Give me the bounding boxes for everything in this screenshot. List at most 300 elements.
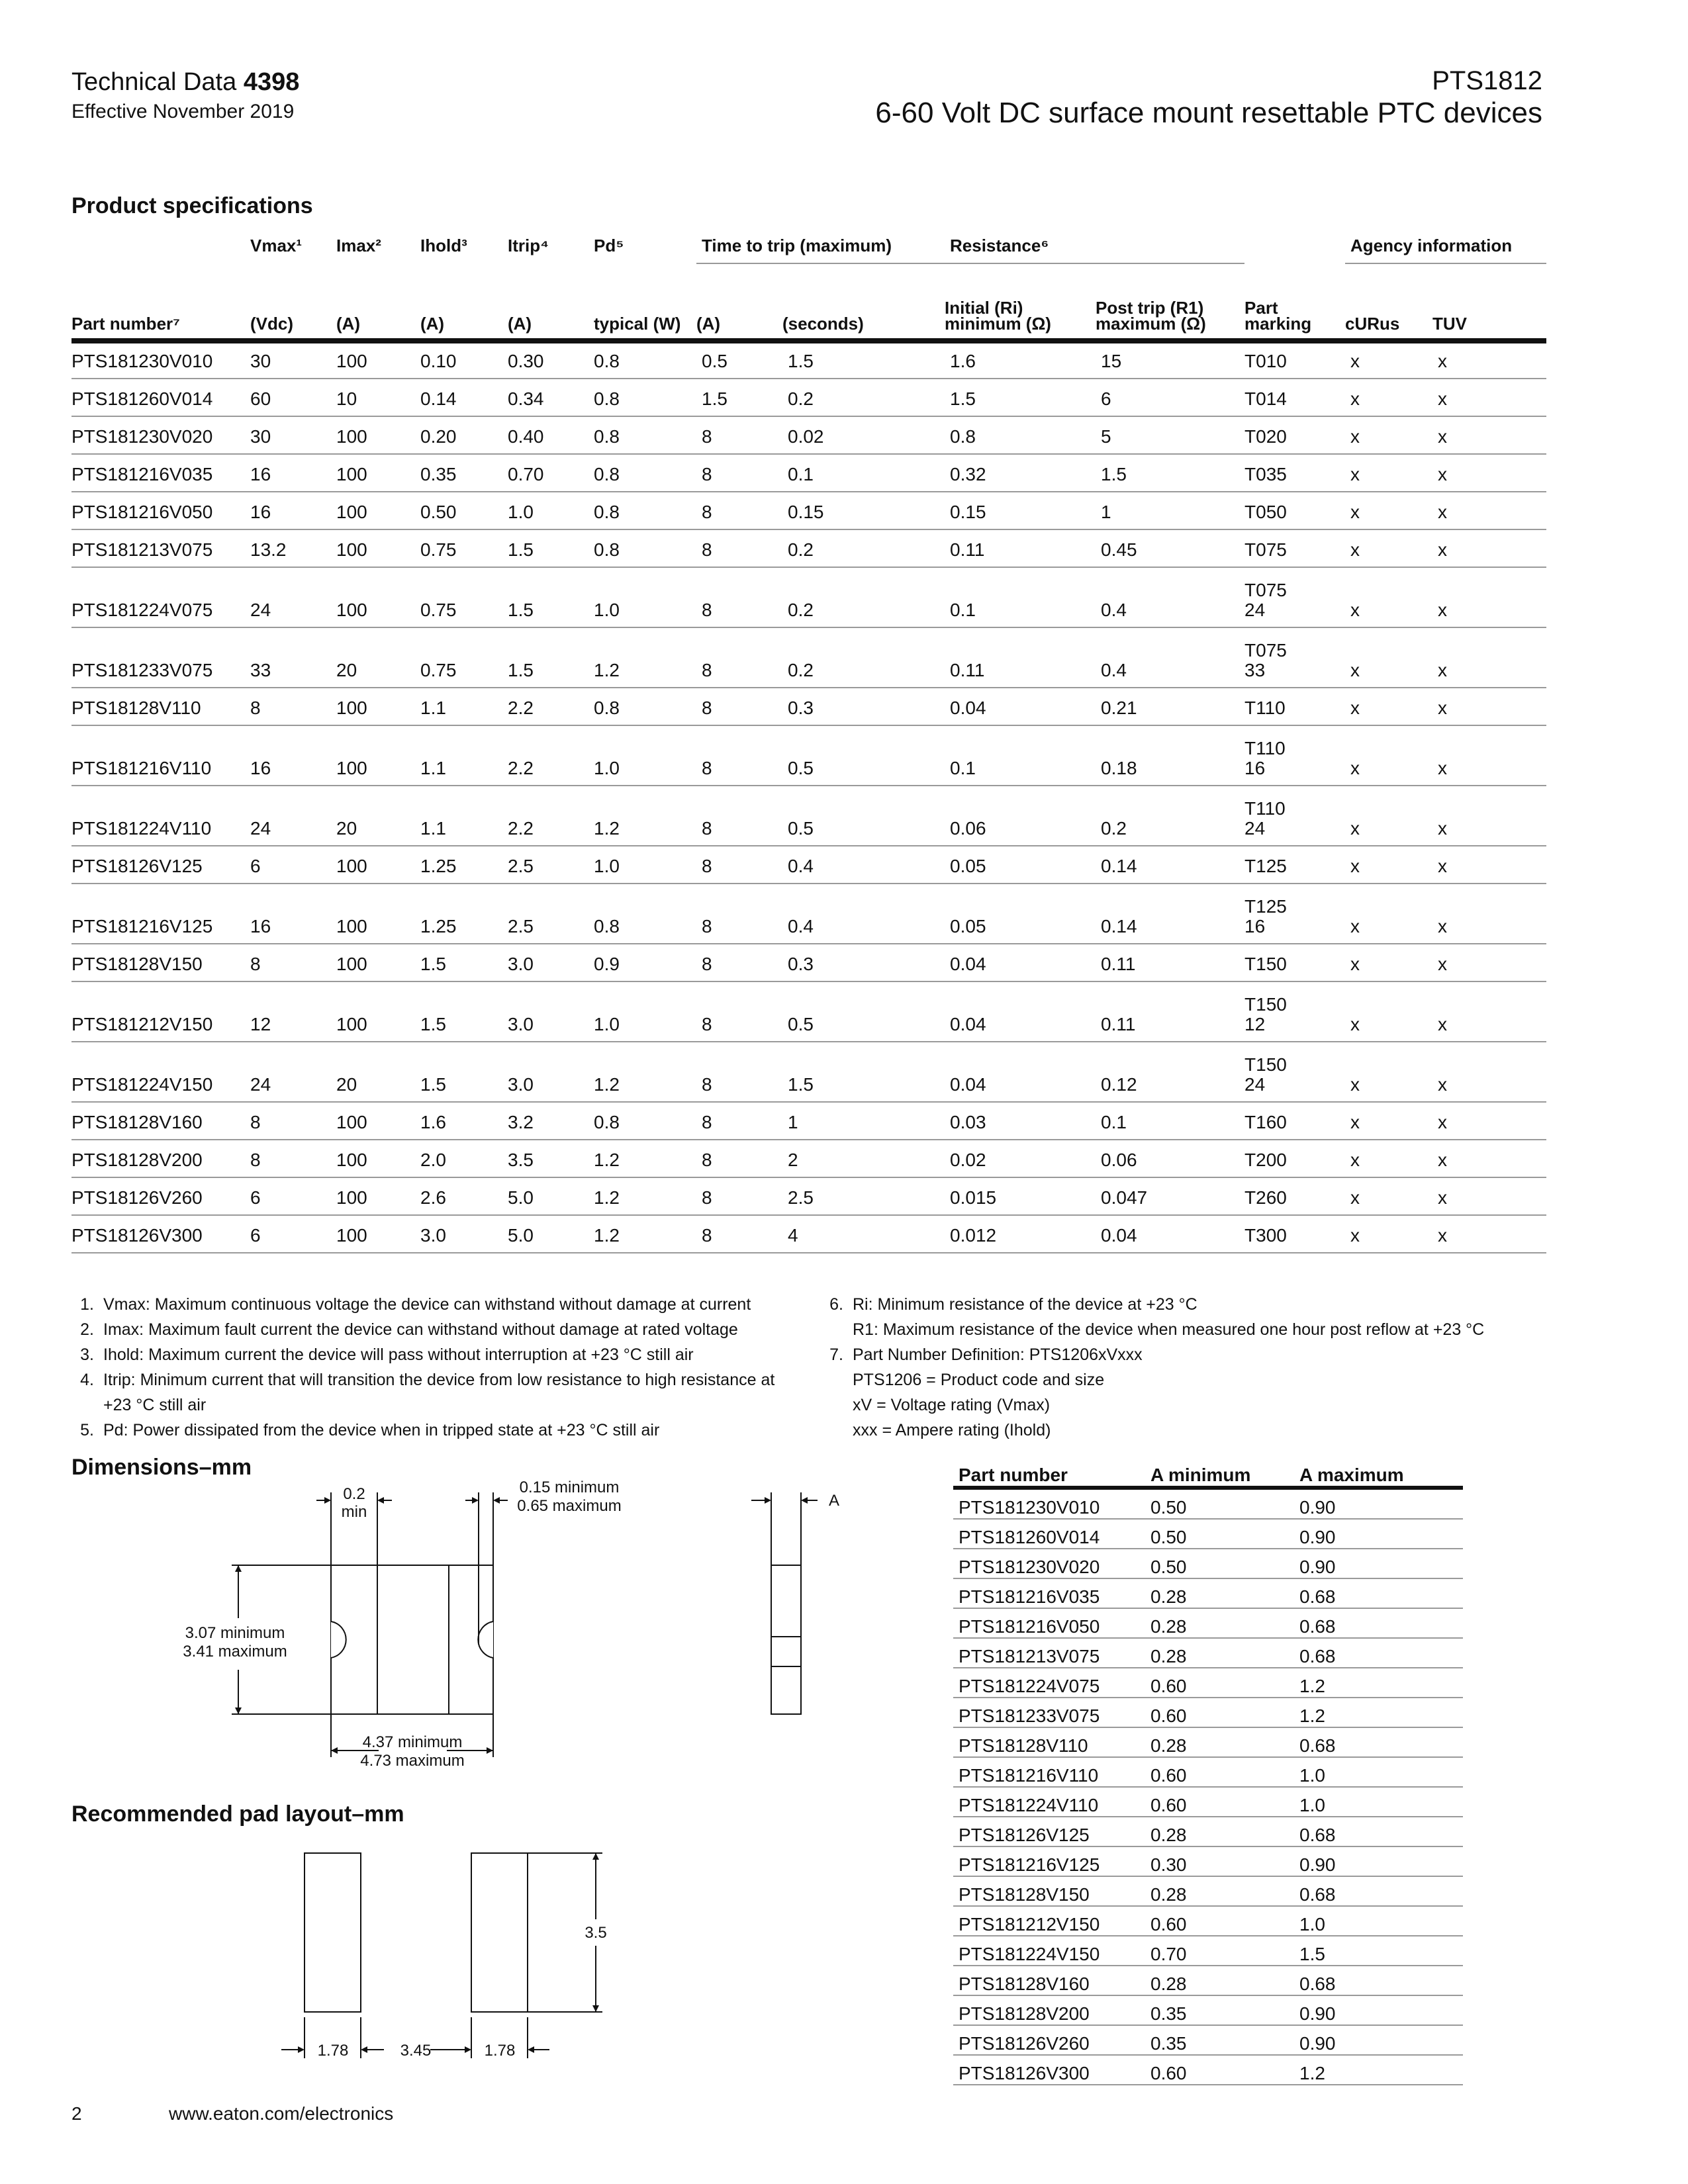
cell-r-post-trip: 0.14	[1096, 884, 1244, 944]
label-065-max: 0.65 maximum	[517, 1497, 622, 1515]
a-cell-a-max: 0.68	[1294, 1608, 1463, 1638]
spec-row	[71, 1177, 1546, 1215]
cell-tuv: x	[1432, 1215, 1546, 1253]
cell-ihold: 1.1	[420, 725, 508, 786]
a-cell-part-number: PTS181216V125	[953, 1846, 1145, 1876]
cell-r-initial: 0.04	[945, 944, 1096, 981]
cell-imax: 100	[336, 492, 420, 529]
cell-vmax: 24	[250, 567, 336, 627]
cell-trip-seconds: 0.2	[782, 529, 945, 567]
footnote-text: xV = Voltage rating (Vmax)	[853, 1396, 1051, 1414]
unit-imax: (A)	[336, 263, 420, 341]
cell-itrip: 3.0	[508, 981, 594, 1042]
cell-r-initial: 0.06	[945, 786, 1096, 846]
cell-curus: x	[1345, 725, 1432, 786]
a-cell-part-number: PTS18126V260	[953, 2025, 1145, 2055]
cell-pd: 1.0	[594, 725, 696, 786]
cell-part-number: PTS18128V160	[71, 1102, 250, 1140]
cell-itrip: 0.70	[508, 454, 594, 492]
cell-imax: 100	[336, 688, 420, 725]
cell-r-post-trip: 0.11	[1096, 981, 1244, 1042]
a-cell-a-max: 0.68	[1294, 1638, 1463, 1668]
cell-trip-current: 8	[696, 725, 782, 786]
cell-part-marking: T014	[1244, 379, 1345, 416]
cell-ihold: 1.1	[420, 786, 508, 846]
cell-itrip: 2.2	[508, 688, 594, 725]
cell-imax: 100	[336, 944, 420, 981]
dimensions-drawing	[132, 1479, 861, 1797]
footnote-text: R1: Maximum resistance of the device when measured one hour post reflow at +23 °C	[853, 1320, 1485, 1339]
footnote-line	[71, 1292, 751, 1317]
a-cell-a-max: 0.90	[1294, 1995, 1463, 2025]
cell-tuv: x	[1432, 529, 1546, 567]
footnote-number: 7.	[829, 1345, 843, 1364]
footnote-line	[71, 1342, 694, 1367]
specs-title: Product specifications	[71, 193, 313, 218]
cell-part-number: PTS181216V125	[71, 884, 250, 944]
cell-curus: x	[1345, 1102, 1432, 1140]
cell-part-marking: T035	[1244, 454, 1345, 492]
cell-trip-seconds: 0.2	[782, 627, 945, 688]
cell-r-initial: 0.8	[945, 416, 1096, 454]
cell-r-initial: 0.04	[945, 688, 1096, 725]
cell-ihold: 0.14	[420, 379, 508, 416]
a-table-row	[953, 1727, 1463, 1757]
cell-ihold: 3.0	[420, 1215, 508, 1253]
cell-part-number: PTS181213V075	[71, 529, 250, 567]
cell-r-post-trip: 0.45	[1096, 529, 1244, 567]
cell-itrip: 5.0	[508, 1177, 594, 1215]
cell-tuv: x	[1432, 786, 1546, 846]
cell-tuv: x	[1432, 416, 1546, 454]
cell-ihold: 1.25	[420, 846, 508, 884]
cell-itrip: 2.2	[508, 725, 594, 786]
cell-part-number: PTS181216V050	[71, 492, 250, 529]
cell-trip-seconds: 0.2	[782, 567, 945, 627]
cell-curus: x	[1345, 981, 1432, 1042]
cell-r-initial: 0.1	[945, 567, 1096, 627]
a-cell-a-max: 0.68	[1294, 1727, 1463, 1757]
footnote-line	[71, 1418, 659, 1443]
col-part-number: Part number⁷	[71, 263, 250, 341]
cell-curus: x	[1345, 492, 1432, 529]
cell-part-marking: T125 16	[1244, 884, 1345, 944]
cell-trip-current: 8	[696, 786, 782, 846]
spec-row	[71, 725, 1546, 786]
a-cell-a-min: 0.50	[1145, 1519, 1294, 1549]
cell-r-initial: 0.11	[945, 627, 1096, 688]
cell-trip-seconds: 0.2	[782, 379, 945, 416]
a-col-max: A maximum	[1294, 1459, 1463, 1488]
cell-imax: 100	[336, 725, 420, 786]
cell-part-number: PTS18126V125	[71, 846, 250, 884]
cell-r-initial: 0.012	[945, 1215, 1096, 1253]
cell-part-number: PTS181260V014	[71, 379, 250, 416]
footnote-number: 1.	[80, 1295, 94, 1314]
cell-part-number: PTS181224V150	[71, 1042, 250, 1102]
cell-ihold: 1.6	[420, 1102, 508, 1140]
cell-r-initial: 0.05	[945, 846, 1096, 884]
footnote-number: 2.	[80, 1320, 94, 1339]
cell-itrip: 2.2	[508, 786, 594, 846]
label-min: min	[341, 1503, 367, 1521]
cell-vmax: 24	[250, 1042, 336, 1102]
cell-imax: 100	[336, 884, 420, 944]
a-table-row	[953, 2055, 1463, 2085]
cell-part-marking: T160	[1244, 1102, 1345, 1140]
col-itrip: Itrip⁴	[508, 236, 549, 255]
cell-r-post-trip: 0.04	[1096, 1215, 1244, 1253]
cell-r-post-trip: 0.06	[1096, 1140, 1244, 1177]
cell-vmax: 6	[250, 1177, 336, 1215]
cell-trip-current: 8	[696, 1215, 782, 1253]
cell-trip-current: 8	[696, 627, 782, 688]
cell-curus: x	[1345, 529, 1432, 567]
cell-r-post-trip: 0.047	[1096, 1177, 1244, 1215]
footnote-line	[71, 1392, 206, 1418]
cell-vmax: 60	[250, 379, 336, 416]
a-cell-a-max: 1.2	[1294, 2055, 1463, 2085]
cell-curus: x	[1345, 944, 1432, 981]
cell-itrip: 2.5	[508, 846, 594, 884]
label-a: A	[828, 1492, 840, 1510]
a-table-row	[953, 1817, 1463, 1846]
cell-r-initial: 0.05	[945, 884, 1096, 944]
cell-ihold: 1.25	[420, 884, 508, 944]
a-table-row	[953, 1876, 1463, 1906]
cell-pd: 1.2	[594, 1177, 696, 1215]
cell-vmax: 30	[250, 416, 336, 454]
spec-row	[71, 944, 1546, 981]
a-cell-part-number: PTS18128V160	[953, 1966, 1145, 1995]
a-cell-a-max: 0.68	[1294, 1817, 1463, 1846]
a-table-row	[953, 1936, 1463, 1966]
cell-pd: 1.0	[594, 567, 696, 627]
cell-imax: 100	[336, 1177, 420, 1215]
cell-part-marking: T075 33	[1244, 627, 1345, 688]
cell-r-initial: 0.1	[945, 725, 1096, 786]
cell-imax: 100	[336, 1215, 420, 1253]
a-cell-a-min: 0.60	[1145, 1787, 1294, 1817]
cell-vmax: 33	[250, 627, 336, 688]
spec-row	[71, 786, 1546, 846]
a-cell-a-min: 0.50	[1145, 1549, 1294, 1578]
cell-tuv: x	[1432, 627, 1546, 688]
footnote-text: Part Number Definition: PTS1206xVxxx	[853, 1345, 1143, 1364]
cell-ihold: 1.5	[420, 981, 508, 1042]
spec-row	[71, 1042, 1546, 1102]
a-cell-a-min: 0.35	[1145, 2025, 1294, 2055]
a-cell-a-min: 0.28	[1145, 1966, 1294, 1995]
cell-curus: x	[1345, 688, 1432, 725]
a-cell-part-number: PTS181224V075	[953, 1668, 1145, 1698]
cell-vmax: 16	[250, 492, 336, 529]
cell-r-post-trip: 0.2	[1096, 786, 1244, 846]
cell-pd: 1.2	[594, 627, 696, 688]
footnote-text: Pd: Power dissipated from the device when in tripped state at +23 °C still air	[103, 1421, 660, 1439]
cell-pd: 0.8	[594, 688, 696, 725]
cell-trip-seconds: 2	[782, 1140, 945, 1177]
cell-ihold: 0.75	[420, 567, 508, 627]
cell-r-post-trip: 0.11	[1096, 944, 1244, 981]
cell-itrip: 0.30	[508, 341, 594, 379]
col-imax: Imax²	[336, 236, 381, 255]
cell-imax: 100	[336, 846, 420, 884]
cell-trip-current: 0.5	[696, 341, 782, 379]
a-cell-a-max: 1.0	[1294, 1787, 1463, 1817]
cell-part-marking: T075	[1244, 529, 1345, 567]
cell-tuv: x	[1432, 567, 1546, 627]
cell-imax: 20	[336, 1042, 420, 1102]
cell-trip-current: 8	[696, 884, 782, 944]
cell-pd: 0.8	[594, 1102, 696, 1140]
cell-ihold: 1.5	[420, 944, 508, 981]
cell-pd: 0.8	[594, 529, 696, 567]
unit-seconds: (seconds)	[782, 263, 945, 341]
col-time-to-trip: Time to trip (maximum)	[696, 228, 945, 263]
spec-row	[71, 627, 1546, 688]
a-cell-part-number: PTS181230V020	[953, 1549, 1145, 1578]
product-name: PTS1812	[1432, 66, 1542, 95]
pad-right	[471, 1853, 528, 2012]
label-3-45: 3.45	[400, 2042, 432, 2060]
cell-part-number: PTS181230V020	[71, 416, 250, 454]
a-cell-a-min: 0.28	[1145, 1817, 1294, 1846]
cell-pd: 0.8	[594, 341, 696, 379]
a-cell-a-min: 0.28	[1145, 1638, 1294, 1668]
footnote-line	[821, 1317, 1484, 1342]
cell-curus: x	[1345, 454, 1432, 492]
footnote-line	[821, 1418, 1051, 1443]
a-cell-part-number: PTS181260V014	[953, 1519, 1145, 1549]
cell-part-marking: T110 24	[1244, 786, 1345, 846]
a-table-row	[953, 1608, 1463, 1638]
spec-row	[71, 1215, 1546, 1253]
unit-initial: Initial (Ri) minimum (Ω)	[945, 263, 1096, 341]
cell-trip-seconds: 0.1	[782, 454, 945, 492]
cell-tuv: x	[1432, 492, 1546, 529]
spec-row	[71, 529, 1546, 567]
a-table-header-row	[953, 1459, 1463, 1488]
spec-group-header-row	[71, 228, 1546, 263]
cell-r-post-trip: 5	[1096, 416, 1244, 454]
cell-part-marking: T300	[1244, 1215, 1345, 1253]
cell-part-marking: T050	[1244, 492, 1345, 529]
cell-vmax: 16	[250, 725, 336, 786]
cell-pd: 1.2	[594, 786, 696, 846]
cell-trip-current: 8	[696, 529, 782, 567]
label-1-78-left: 1.78	[317, 2042, 349, 2060]
spec-row	[71, 981, 1546, 1042]
cell-r-post-trip: 0.14	[1096, 846, 1244, 884]
unit-pd: typical (W)	[594, 263, 696, 341]
cell-trip-current: 8	[696, 1102, 782, 1140]
cell-tuv: x	[1432, 981, 1546, 1042]
footnote-line	[71, 1367, 774, 1392]
cell-trip-current: 8	[696, 846, 782, 884]
footnote-text: PTS1206 = Product code and size	[853, 1371, 1105, 1389]
a-cell-part-number: PTS181233V075	[953, 1698, 1145, 1727]
cell-part-marking: T020	[1244, 416, 1345, 454]
cell-part-marking: T260	[1244, 1177, 1345, 1215]
a-cell-part-number: PTS18128V200	[953, 1995, 1145, 2025]
cell-tuv: x	[1432, 1177, 1546, 1215]
cell-part-marking: T150 24	[1244, 1042, 1345, 1102]
a-cell-part-number: PTS18126V125	[953, 1817, 1145, 1846]
cell-tuv: x	[1432, 379, 1546, 416]
cell-imax: 10	[336, 379, 420, 416]
col-pd: Pd⁵	[594, 236, 624, 255]
cell-curus: x	[1345, 627, 1432, 688]
cell-curus: x	[1345, 341, 1432, 379]
cell-trip-seconds: 0.5	[782, 786, 945, 846]
cell-part-marking: T125	[1244, 846, 1345, 884]
a-cell-part-number: PTS181216V110	[953, 1757, 1145, 1787]
cell-curus: x	[1345, 884, 1432, 944]
footnote-text: Itrip: Minimum current that will transition the device from low resistance to high resistance at	[103, 1371, 775, 1389]
a-cell-part-number: PTS181224V110	[953, 1787, 1145, 1817]
col-agency: Agency information	[1345, 228, 1546, 263]
a-col-part-number: Part number	[953, 1459, 1145, 1488]
cell-part-marking: T110 16	[1244, 725, 1345, 786]
pad-left	[305, 1853, 361, 2012]
cell-curus: x	[1345, 1140, 1432, 1177]
col-vmax: Vmax¹	[250, 236, 303, 255]
cell-tuv: x	[1432, 1140, 1546, 1177]
cell-ihold: 0.35	[420, 454, 508, 492]
cell-itrip: 3.2	[508, 1102, 594, 1140]
cell-trip-current: 8	[696, 688, 782, 725]
a-cell-a-min: 0.28	[1145, 1578, 1294, 1608]
label-473-max: 4.73 maximum	[360, 1752, 465, 1770]
cell-imax: 100	[336, 1140, 420, 1177]
cell-tuv: x	[1432, 341, 1546, 379]
effective-date: Effective November 2019	[71, 101, 295, 122]
cell-trip-current: 8	[696, 944, 782, 981]
cell-part-number: PTS18126V260	[71, 1177, 250, 1215]
cell-itrip: 5.0	[508, 1215, 594, 1253]
a-cell-a-min: 0.60	[1145, 1757, 1294, 1787]
a-cell-a-min: 0.60	[1145, 1698, 1294, 1727]
a-cell-a-max: 1.2	[1294, 1668, 1463, 1698]
cell-vmax: 8	[250, 1102, 336, 1140]
cell-imax: 100	[336, 341, 420, 379]
spec-row	[71, 1102, 1546, 1140]
page-number: 2	[71, 2103, 82, 2124]
unit-post-trip: Post trip (R1) maximum (Ω)	[1096, 263, 1244, 341]
doc-title: Technical Data 4398	[71, 68, 300, 96]
a-cell-a-min: 0.60	[1145, 1906, 1294, 1936]
label-0-2: 0.2	[343, 1485, 365, 1503]
dimensions-title: Dimensions–mm	[71, 1455, 252, 1480]
cell-part-number: PTS18128V200	[71, 1140, 250, 1177]
unit-trip-current: (A)	[696, 263, 782, 341]
cell-r-post-trip: 0.4	[1096, 567, 1244, 627]
unit-part-marking: Part marking	[1244, 263, 1345, 341]
cell-trip-seconds: 1	[782, 1102, 945, 1140]
label-341-max: 3.41 maximum	[183, 1643, 287, 1661]
a-cell-part-number: PTS181212V150	[953, 1906, 1145, 1936]
a-cell-a-max: 0.90	[1294, 2025, 1463, 2055]
a-cell-part-number: PTS181230V010	[953, 1488, 1145, 1519]
a-cell-a-min: 0.60	[1145, 2055, 1294, 2085]
cell-ihold: 2.0	[420, 1140, 508, 1177]
footnote-text: Ri: Minimum resistance of the device at +23 °C	[853, 1295, 1197, 1314]
cell-ihold: 0.75	[420, 529, 508, 567]
pad-layout-title: Recommended pad layout–mm	[71, 1801, 404, 1827]
cell-vmax: 12	[250, 981, 336, 1042]
cell-imax: 100	[336, 567, 420, 627]
cell-ihold: 0.10	[420, 341, 508, 379]
col-resistance: Resistance⁶	[945, 228, 1244, 263]
cell-part-number: PTS18128V110	[71, 688, 250, 725]
footer-url[interactable]: www.eaton.com/electronics	[169, 2103, 394, 2124]
a-cell-a-max: 0.68	[1294, 1966, 1463, 1995]
label-307-min: 3.07 minimum	[185, 1624, 285, 1642]
cell-part-number: PTS18128V150	[71, 944, 250, 981]
cell-vmax: 16	[250, 454, 336, 492]
cell-ihold: 0.75	[420, 627, 508, 688]
spec-row	[71, 1140, 1546, 1177]
a-cell-part-number: PTS181216V050	[953, 1608, 1145, 1638]
cell-pd: 0.8	[594, 454, 696, 492]
cell-curus: x	[1345, 1177, 1432, 1215]
cell-r-post-trip: 1	[1096, 492, 1244, 529]
footnote-number: 5.	[80, 1421, 94, 1439]
spec-row	[71, 416, 1546, 454]
a-cell-part-number: PTS181224V150	[953, 1936, 1145, 1966]
cell-part-number: PTS181233V075	[71, 627, 250, 688]
cell-trip-current: 8	[696, 1042, 782, 1102]
cell-itrip: 3.0	[508, 1042, 594, 1102]
cell-part-number: PTS181216V035	[71, 454, 250, 492]
cell-part-number: PTS181230V010	[71, 341, 250, 379]
a-table-row	[953, 1966, 1463, 1995]
a-cell-a-max: 1.5	[1294, 1936, 1463, 1966]
a-cell-a-min: 0.28	[1145, 1876, 1294, 1906]
cell-r-initial: 0.04	[945, 1042, 1096, 1102]
footnote-text: Vmax: Maximum continuous voltage the device can withstand without damage at current	[103, 1295, 751, 1314]
cell-trip-seconds: 0.3	[782, 944, 945, 981]
cell-part-number: PTS181224V110	[71, 786, 250, 846]
pad-layout-drawing	[265, 1846, 635, 2071]
cell-pd: 1.2	[594, 1140, 696, 1177]
cell-trip-seconds: 1.5	[782, 341, 945, 379]
cell-r-initial: 0.11	[945, 529, 1096, 567]
cell-curus: x	[1345, 786, 1432, 846]
a-cell-a-max: 0.90	[1294, 1519, 1463, 1549]
cell-itrip: 1.5	[508, 529, 594, 567]
cell-imax: 100	[336, 1102, 420, 1140]
cell-imax: 20	[336, 627, 420, 688]
cell-curus: x	[1345, 567, 1432, 627]
cell-trip-current: 8	[696, 1140, 782, 1177]
cell-r-initial: 1.5	[945, 379, 1096, 416]
cell-tuv: x	[1432, 688, 1546, 725]
a-table-row	[953, 1787, 1463, 1817]
a-cell-part-number: PTS181213V075	[953, 1638, 1145, 1668]
spec-row	[71, 341, 1546, 379]
cell-r-post-trip: 0.4	[1096, 627, 1244, 688]
cell-trip-seconds: 0.02	[782, 416, 945, 454]
cell-trip-current: 8	[696, 1177, 782, 1215]
cell-part-number: PTS18126V300	[71, 1215, 250, 1253]
a-table-row	[953, 1995, 1463, 2025]
cell-itrip: 1.5	[508, 627, 594, 688]
a-cell-part-number: PTS181216V035	[953, 1578, 1145, 1608]
cell-imax: 100	[336, 981, 420, 1042]
a-cell-a-max: 0.90	[1294, 1846, 1463, 1876]
